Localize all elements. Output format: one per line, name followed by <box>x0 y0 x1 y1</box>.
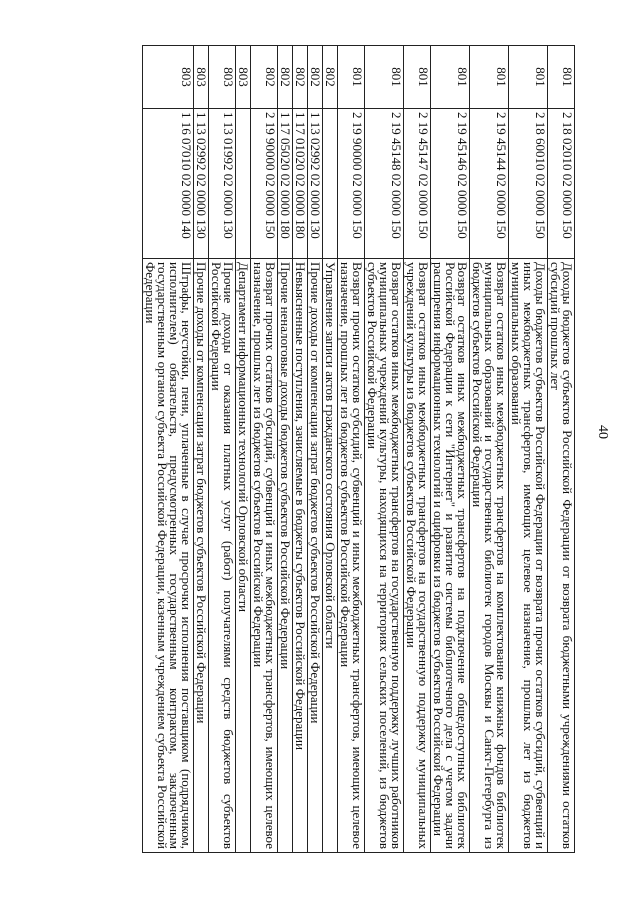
table-row <box>509 46 548 853</box>
admin-code-cell: 802 <box>323 46 338 109</box>
table-row <box>143 46 194 853</box>
table-row <box>404 46 431 853</box>
budget-code-cell: 2 19 45144 02 0000 150 <box>470 109 509 259</box>
admin-code-cell: 803 <box>143 46 194 109</box>
admin-code-cell: 802 <box>251 46 278 109</box>
income-name-cell: Возврат остатков иных межбюджетных трансфертов на комплектование книжных фондов библиотек муниципальных образований и государственных библиотек городов Москвы и Санкт-Петербурга из бюджетов субъектов Российской Федерации <box>470 259 509 853</box>
admin-code-cell: 801 <box>548 46 575 109</box>
budget-code-cell: 1 16 07010 02 0000 140 <box>143 109 194 259</box>
table-body <box>143 46 575 853</box>
admin-code-cell: 803 <box>236 46 251 109</box>
budget-revenue-table <box>142 45 575 853</box>
admin-code-cell: 802 <box>293 46 308 109</box>
table-row <box>251 46 278 853</box>
admin-code-cell: 803 <box>209 46 236 109</box>
budget-code-cell <box>236 109 251 259</box>
table-row <box>548 46 575 853</box>
income-name-cell: Управление записи актов гражданского состояния Орловской области <box>323 259 338 853</box>
budget-code-cell: 1 17 01020 02 0000 180 <box>293 109 308 259</box>
admin-code-cell: 801 <box>404 46 431 109</box>
admin-code-cell: 803 <box>194 46 209 109</box>
table-row <box>236 46 251 853</box>
budget-code-cell: 2 18 60010 02 0000 150 <box>509 109 548 259</box>
table-row <box>308 46 323 853</box>
income-name-cell: Штрафы, неустойки, пени, уплаченные в случае просрочки исполнения поставщиком (подрядчиком, исполнителем) обязательств, предусмотренных государственным контрактом, заключенным государственным органом субъекта Российской Федерации, казенным учреждением субъекта Российской Федерации <box>143 259 194 853</box>
admin-code-cell: 802 <box>308 46 323 109</box>
table-row <box>338 46 365 853</box>
budget-code-cell: 1 13 01992 02 0000 130 <box>209 109 236 259</box>
table-row <box>470 46 509 853</box>
income-name-cell: Прочие доходы от компенсации затрат бюджетов субъектов Российской Федерации <box>194 259 209 853</box>
table-row <box>293 46 308 853</box>
budget-code-cell: 2 19 45146 02 0000 150 <box>431 109 470 259</box>
budget-code-cell: 1 17 05020 02 0000 180 <box>278 109 293 259</box>
document-page <box>80 0 640 865</box>
admin-code-cell: 801 <box>431 46 470 109</box>
income-name-cell: Доходы бюджетов субъектов Российской Федерации от возврата прочих остатков субсидий, субвенций и иных межбюджетных трансфертов, имеющих целевое назначение, прошлых лет из бюджетов муниципальных образований <box>509 259 548 853</box>
income-name-cell: Прочие доходы от компенсации затрат бюджетов субъектов Российской Федерации <box>308 259 323 853</box>
budget-code-cell <box>323 109 338 259</box>
table-row <box>365 46 404 853</box>
budget-code-cell: 1 13 02992 02 0000 130 <box>194 109 209 259</box>
budget-code-cell: 2 18 02010 02 0000 150 <box>548 109 575 259</box>
admin-code-cell: 801 <box>338 46 365 109</box>
budget-code-cell: 1 13 02992 02 0000 130 <box>308 109 323 259</box>
income-name-cell: Возврат остатков иных межбюджетных трансфертов на государственную поддержку муниципальных учреждений культуры из бюджетов субъектов Российской Федерации <box>404 259 431 853</box>
table-row <box>209 46 236 853</box>
income-name-cell: Прочие доходы от оказания платных услуг (работ) получателями средств бюджетов субъектов Российской Федерации <box>209 259 236 853</box>
table-row <box>431 46 470 853</box>
table-row <box>278 46 293 853</box>
admin-code-cell: 802 <box>278 46 293 109</box>
income-name-cell: Возврат остатков иных межбюджетных трансфертов на государственную поддержку лучших работников муниципальных учреждений культуры, находящихся на территориях сельских поселений, из бюджетов субъектов Российской Федерации <box>365 259 404 853</box>
page-number: 40 <box>595 425 610 439</box>
income-name-cell: Прочие неналоговые доходы бюджетов субъектов Российской Федерации <box>278 259 293 853</box>
income-name-cell: Возврат прочих остатков субсидий, субвенций и иных межбюджетных трансфертов, имеющих целевое назначение, прошлых лет из бюджетов субъектов Российской Федерации <box>338 259 365 853</box>
budget-code-cell: 2 19 45148 02 0000 150 <box>365 109 404 259</box>
income-name-cell: Возврат остатков иных межбюджетных трансфертов на подключение общедоступных библиотек Российской Федерации к сети "Интернет" и развитие системы библиотечного дела с учетом задачи расширения информационных технологий и оцифровки из бюджетов субъектов Российской Федерации <box>431 259 470 853</box>
income-name-cell: Доходы бюджетов субъектов Российской Федерации от возврата бюджетными учреждениями остатков субсидий прошлых лет <box>548 259 575 853</box>
budget-code-cell: 2 19 45147 02 0000 150 <box>404 109 431 259</box>
budget-code-cell: 2 19 90000 02 0000 150 <box>338 109 365 259</box>
income-name-cell: Невыясненные поступления, зачисляемые в бюджеты субъектов Российской Федерации <box>293 259 308 853</box>
budget-code-cell: 2 19 90000 02 0000 150 <box>251 109 278 259</box>
table-row <box>194 46 209 853</box>
table-row <box>323 46 338 853</box>
income-name-cell: Департамент информационных технологий Орловской области <box>236 259 251 853</box>
admin-code-cell: 801 <box>509 46 548 109</box>
admin-code-cell: 801 <box>470 46 509 109</box>
income-name-cell: Возврат прочих остатков субсидий, субвенций и иных межбюджетных трансфертов, имеющих целевое назначение, прошлых лет из бюджетов субъектов Российской Федерации <box>251 259 278 853</box>
admin-code-cell: 801 <box>365 46 404 109</box>
